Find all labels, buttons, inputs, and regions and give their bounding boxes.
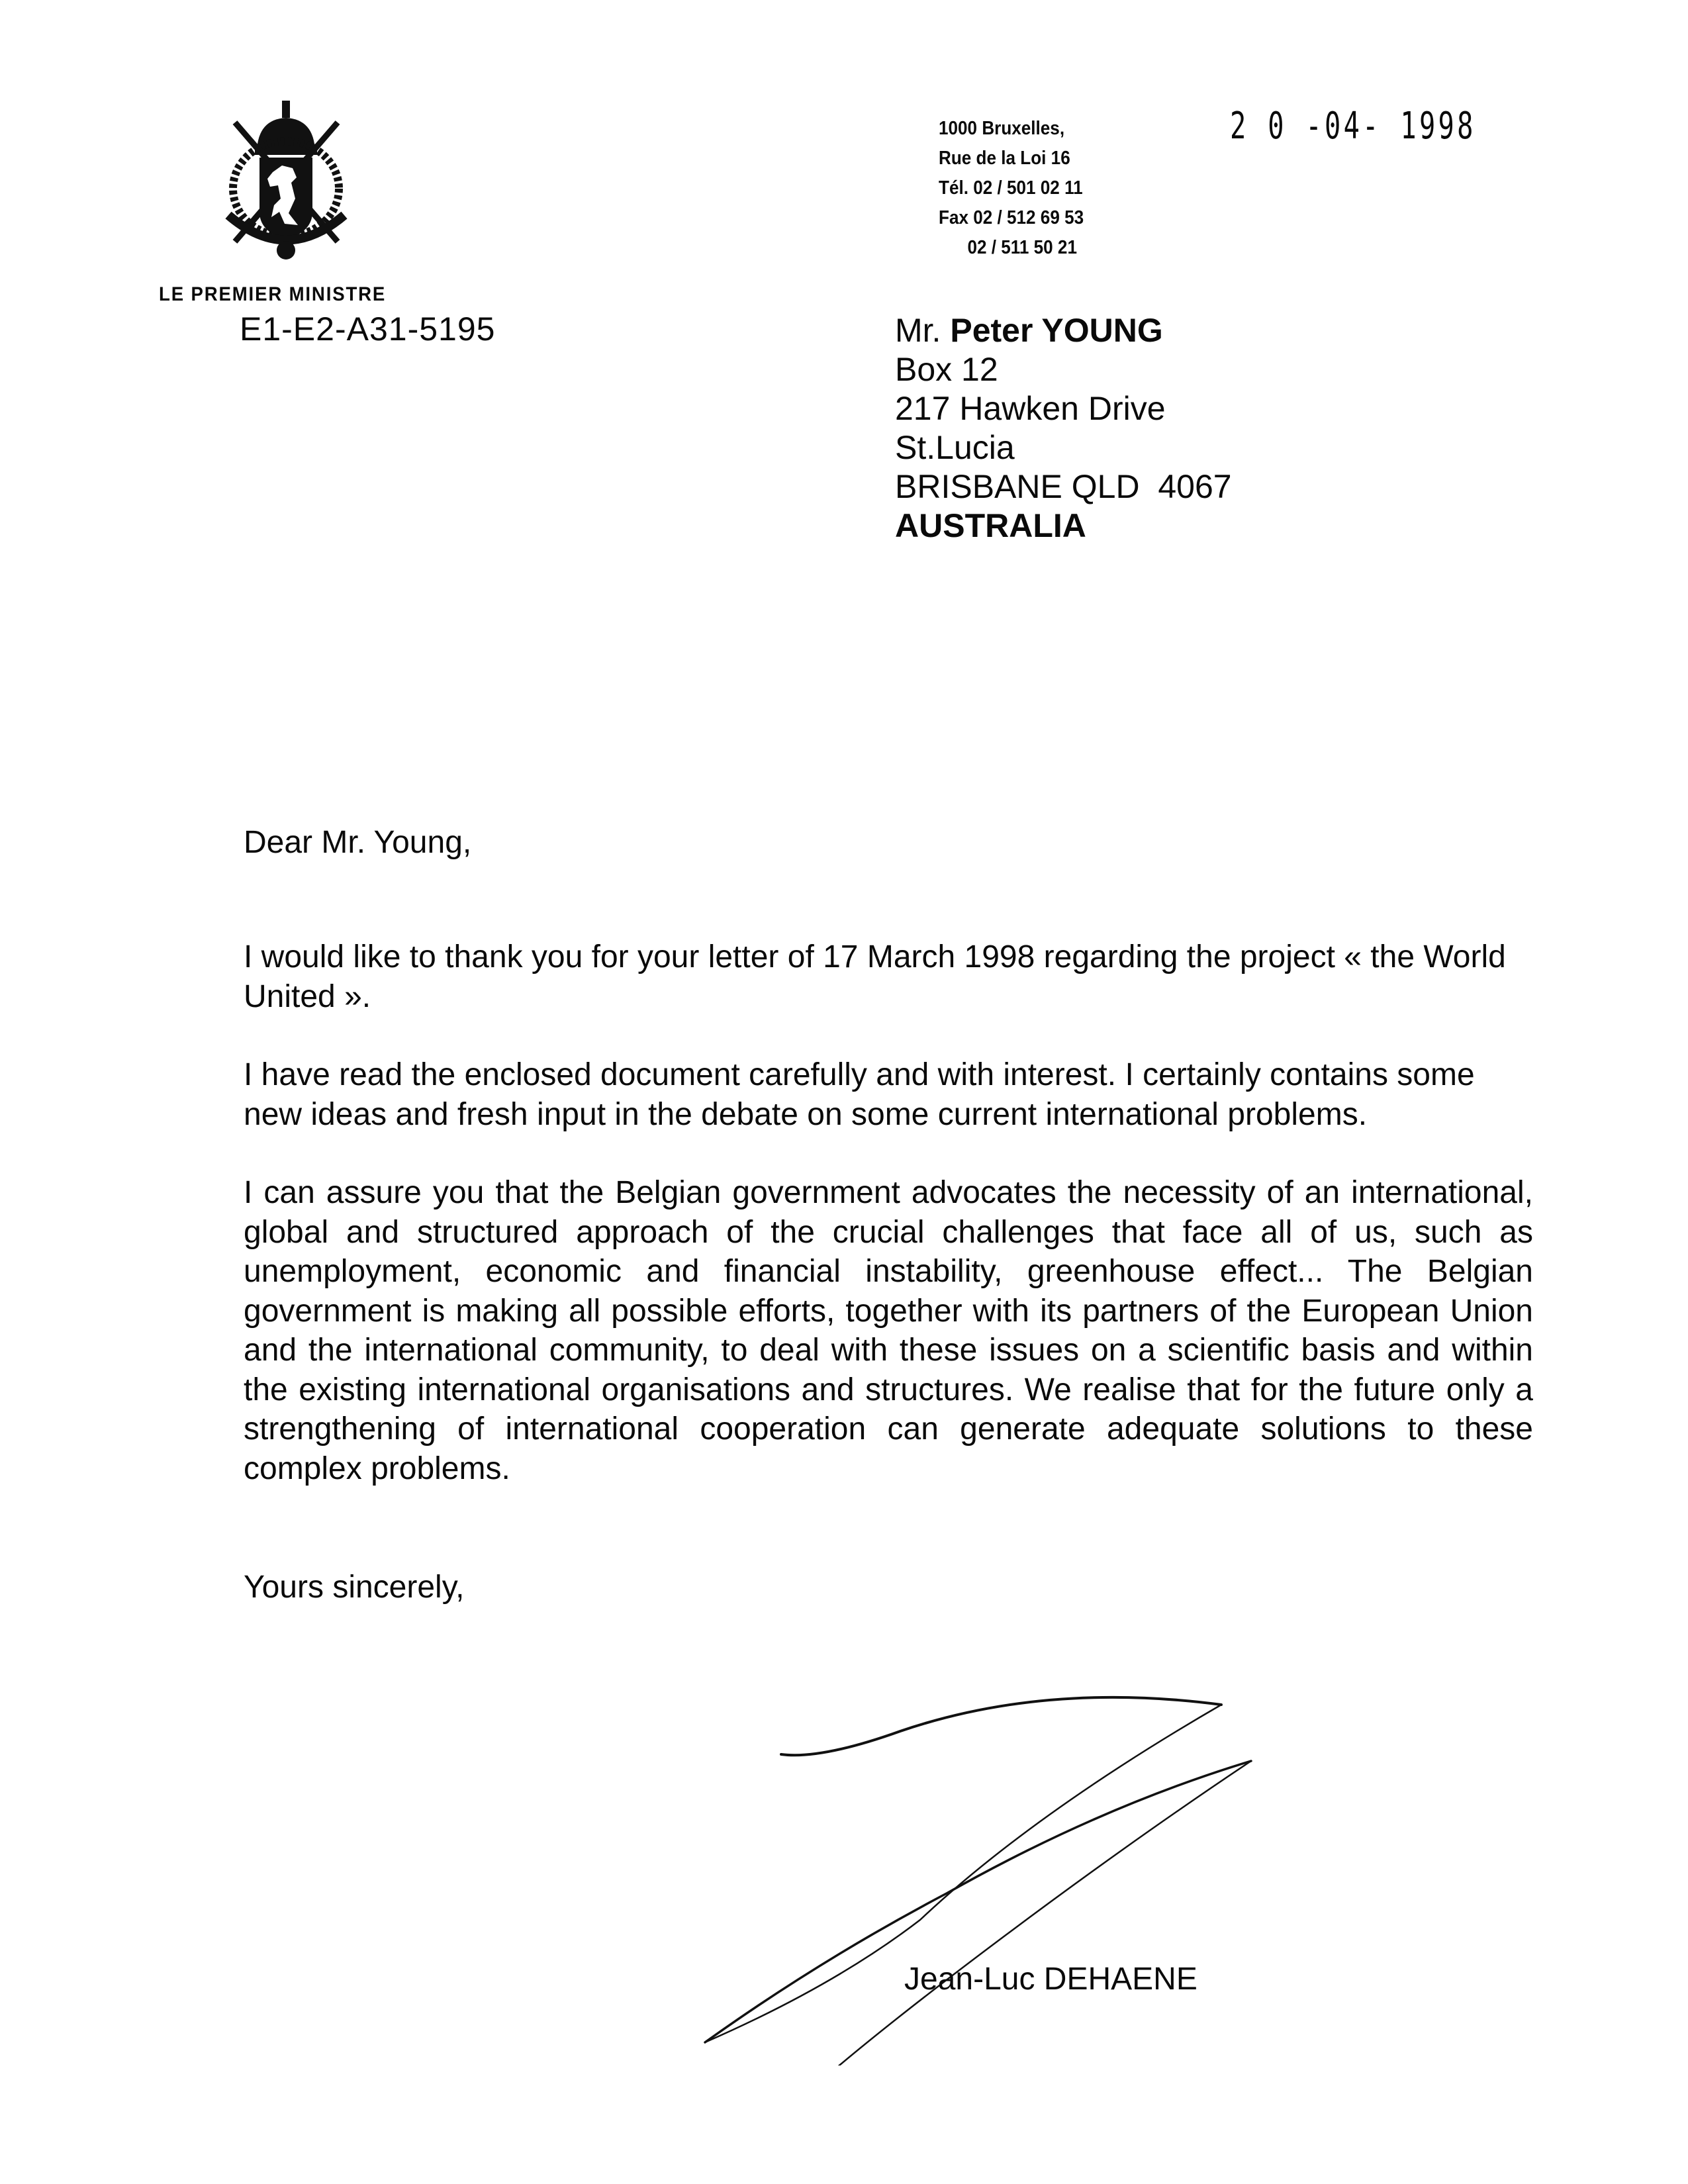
sender-fax-2: 02 / 511 50 21	[939, 237, 1077, 258]
recipient-line-3: St.Lucia	[895, 429, 1015, 466]
sender-address	[939, 114, 1084, 263]
sender-phone: Tél. 02 / 501 02 11	[939, 177, 1083, 199]
salutation: Dear Mr. Young,	[244, 825, 472, 860]
closing: Yours sincerely,	[244, 1570, 465, 1605]
date-stamp: 2 0 -04- 1998	[1230, 105, 1476, 148]
body-paragraph-3: I can assure you that the Belgian government advocates the necessity of an international, global and structured approach of the crucial challenges that face all of us, such as unemployment, economic and financial instability, greenhouse effect... The Belgian government is making all possible efforts, together with its partners of the European Union and the international community, to deal with these issues on a scientific basis and within the existing international organisations and structures. We realise that for the future only a strengthening of international cooperation can generate adequate solutions to these complex problems.	[244, 1175, 1533, 1486]
recipient-name: Peter YOUNG	[950, 312, 1163, 349]
recipient-line-2: 217 Hawken Drive	[895, 390, 1166, 427]
recipient-address	[895, 311, 1232, 546]
sender-city: 1000 Bruxelles,	[939, 118, 1065, 139]
recipient-line-4: BRISBANE QLD 4067	[895, 468, 1232, 505]
office-title: LE PREMIER MINISTRE	[159, 283, 387, 305]
sender-street: Rue de la Loi 16	[939, 148, 1070, 169]
body-paragraph-1: I would like to thank you for your letter of 17 March 1998 regarding the project « the World United ».	[244, 939, 1506, 1014]
recipient-title: Mr.	[895, 312, 941, 349]
reference-number: E1-E2-A31-5195	[240, 310, 496, 348]
signatory-name: Jean-Luc DEHAENE	[904, 1962, 1197, 1997]
recipient-name-line	[895, 311, 1232, 350]
coat-of-arms-icon	[218, 99, 354, 265]
recipient-line-1: Box 12	[895, 351, 998, 388]
sender-fax: Fax 02 / 512 69 53	[939, 207, 1084, 228]
signature-icon	[702, 1682, 1417, 2065]
body-paragraph-2: I have read the enclosed document carefully and with interest. I certainly contains some new ideas and fresh input in the debate on some current international problems.	[244, 1057, 1475, 1132]
recipient-country: AUSTRALIA	[895, 507, 1086, 544]
